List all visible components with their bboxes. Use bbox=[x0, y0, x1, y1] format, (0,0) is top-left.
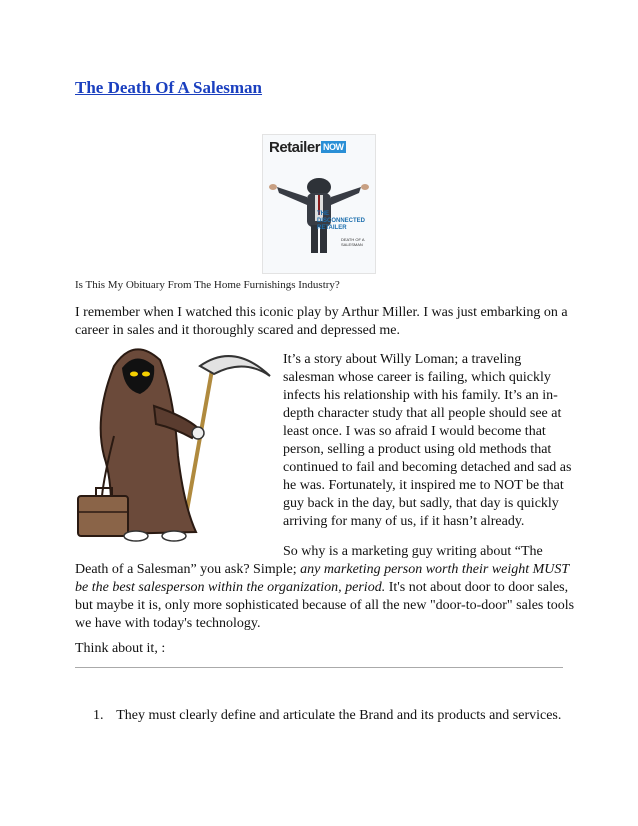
marketing-paragraph-emphasis: any marketing person worth their weight MUST be the best salesperson within the organization, period. bbox=[75, 562, 569, 595]
magazine-cover-headline: THE DISCONNECTED RETAILER bbox=[317, 211, 366, 231]
list-item bbox=[93, 707, 561, 725]
marketing-paragraph bbox=[75, 543, 575, 633]
magazine-brand: Retailer bbox=[269, 139, 321, 156]
marketing-paragraph-start: So why is a marketing guy writing about “The Death of a Salesman” you ask? Simple; bbox=[75, 544, 543, 577]
list-item-text: They must clearly define and articulate the Brand and its products and services. bbox=[116, 708, 562, 723]
horizontal-divider bbox=[75, 667, 563, 668]
article-title-link[interactable]: The Death Of A Salesman bbox=[75, 78, 263, 97]
grim-reaper-illustration bbox=[74, 336, 274, 548]
think-paragraph: Think about it, : bbox=[75, 641, 166, 656]
falling-man-illustration bbox=[263, 135, 375, 273]
marketing-paragraph-end: It's not about door to door sales, but maybe it is, only more sophisticated because of all the new "door-to-door" sales tools we have with today's technology. bbox=[75, 580, 575, 631]
intro-paragraph: I remember when I watched this iconic play by Arthur Miller. I was just embarking on a career in sales and it thoroughly scared and depressed me. bbox=[75, 305, 568, 338]
list-item-number: 1. bbox=[93, 708, 104, 723]
magazine-cover-image bbox=[262, 134, 376, 274]
numbered-list bbox=[93, 707, 561, 725]
article-subtitle: Is This My Obituary From The Home Furnishings Industry? bbox=[75, 279, 340, 291]
magazine-brand-badge: NOW bbox=[323, 142, 344, 152]
story-paragraph: It’s a story about Willy Loman; a traveling salesman whose career is failing, which quickly infects his relationship with his family. It’s an in-depth character study that all people should see at least once. I was so afraid I would become that person, selling a product using old methods that continued to fail and becoming detached and sad as he was. Fortunately, it inspired me to NOT be that guy back in the day, but sadly, that day is quickly arriving for many of us, if it hasn’t already. bbox=[283, 352, 572, 529]
magazine-cover-subhead: DEATH OF A SALESMAN bbox=[341, 237, 365, 247]
